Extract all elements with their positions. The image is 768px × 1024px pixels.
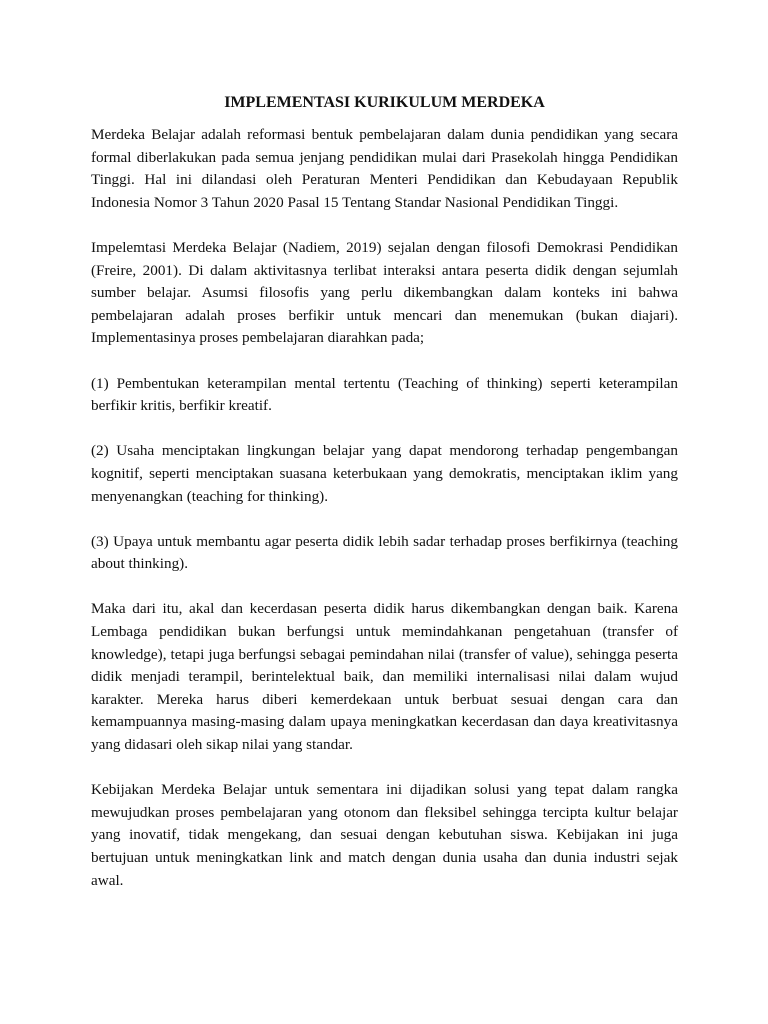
paragraph-6: Maka dari itu, akal dan kecerdasan peserta didik harus dikembangkan dengan baik. Karena Lembaga pendidikan bukan berfungsi untuk memindahkanan pengetahuan (transfer of knowledge), tetapi juga berfungsi sebagai pemindahan nilai (transfer of value), sehingga peserta didik menjadi terampil, berintelektual baik, dan memiliki internalisasi nilai dalam wujud karakter. Mereka harus diberi kemerdekaan untuk berbuat sesuai dengan cara dan kemampuannya masing-masing dalam upaya meningkatkan kecerdasan dan daya kreativitasnya yang didasari oleh sikap nilai yang standar.	[91, 600, 678, 754]
paragraph-2: Impelemtasi Merdeka Belajar (Nadiem, 2019) sejalan dengan filosofi Demokrasi Pendidikan (Freire, 2001). Di dalam aktivitasnya terlibat interaksi antara peserta didik dengan sejumlah sumber belajar. Asumsi filosofis yang perlu dikembangkan dalam konteks ini bahwa pembelajaran adalah proses berfikir untuk mencari dan menemukan (bukan diajari). Implementasinya proses pembelajaran diarahkan pada;	[91, 238, 678, 347]
paragraph-3-list-item-1: (1) Pembentukan keterampilan mental tertentu (Teaching of thinking) seperti keterampilan berfikir kritis, berfikir kreatif.	[91, 374, 678, 415]
document-body	[91, 92, 678, 915]
paragraph-7: Kebijakan Merdeka Belajar untuk sementara ini dijadikan solusi yang tepat dalam rangka mewujudkan proses pembelajaran yang otonom dan fleksibel sehingga tercipta kultur belajar yang inovatif, tidak mengekang, dan sesuai dengan kebutuhan siswa. Kebijakan ini juga bertujuan untuk meningkatkan link and match dengan dunia usaha dan dunia industri sejak awal.	[91, 781, 678, 889]
paragraph-4-list-item-2: (2) Usaha menciptakan lingkungan belajar yang dapat mendorong terhadap pengembangan kognitif, seperti menciptakan suasana keterbukaan yang demokratis, menciptakan iklim yang menyenangkan (teaching for thinking).	[91, 442, 678, 505]
document-title: IMPLEMENTASI KURIKULUM MERDEKA	[224, 94, 545, 111]
paragraph-1: Merdeka Belajar adalah reformasi bentuk pembelajaran dalam dunia pendidikan yang secara formal diberlakukan pada semua jenjang pendidikan mulai dari Prasekolah hingga Pendidikan Tinggi. Hal ini dilandasi oleh Peraturan Menteri Pendidikan dan Kebudayaan Republik Indonesia Nomor 3 Tahun 2020 Pasal 15 Tentang Standar Nasional Pendidikan Tinggi.	[91, 126, 678, 211]
paragraph-5-list-item-3: (3) Upaya untuk membantu agar peserta didik lebih sadar terhadap proses berfikirnya (teaching about thinking).	[91, 532, 678, 573]
